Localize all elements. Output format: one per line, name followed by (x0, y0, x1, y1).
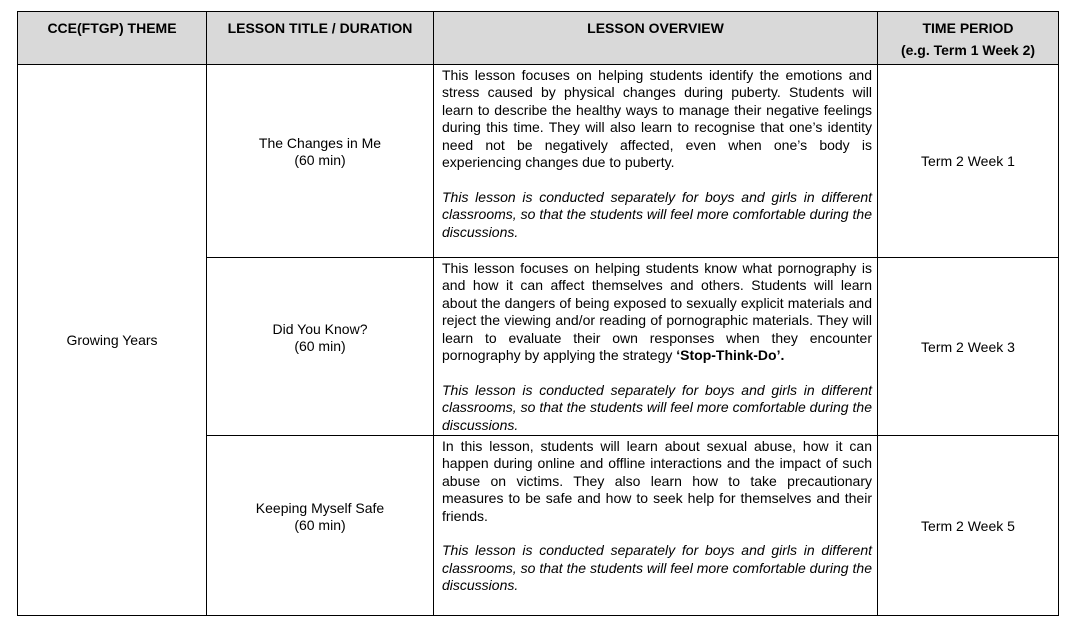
lesson-title: Keeping Myself Safe (255, 499, 385, 516)
lesson-overview-text (442, 438, 872, 525)
lesson-plan-table (17, 11, 1059, 616)
lesson-overview-text (442, 67, 872, 171)
lesson-overview: This lesson focuses on helping students identify the emotions and stress caused by physical changes during puberty. Students will learn to describe the healthy ways to manage their negative feelings during this time. They will also learn to recognise that one’s identity need not be negatively affected, even when one’s body is experiencing changes due to puberty. (442, 67, 872, 171)
header-time-period (878, 12, 1059, 65)
lesson-title-cell (207, 258, 434, 436)
lesson-strategy: ‘Stop-Think-Do’. (676, 347, 785, 364)
theme-label: Growing Years (66, 332, 158, 348)
lesson-title: Did You Know? (272, 320, 368, 337)
lesson-overview-cell (434, 258, 878, 436)
lesson-title-cell (207, 65, 434, 258)
lesson-overview-cell (434, 436, 878, 616)
time-period-cell (878, 258, 1059, 436)
lesson-duration: (60 min) (294, 337, 346, 354)
header-overview-label: LESSON OVERVIEW (587, 20, 724, 36)
lesson-duration: (60 min) (294, 152, 346, 168)
lesson-note: This lesson is conducted separately for boys and girls in different classrooms, so that the students will feel more comfortable during the discussions. (442, 381, 872, 433)
time-period: Term 2 Week 1 (921, 153, 1015, 169)
lesson-note: This lesson is conducted separately for boys and girls in different classrooms, so that the students will feel more comfortable during the discussions. (442, 542, 872, 594)
header-theme-label: CCE(FTGP) THEME (47, 20, 177, 36)
header-lesson-title-label: LESSON TITLE / DURATION (227, 20, 413, 36)
lesson-overview-cell (434, 65, 878, 258)
lesson-overview: This lesson focuses on helping students know what pornography is and how it can affect themselves and others. Students will learn about the dangers of being exposed to sexually explicit materials and reject the viewing and/or reading of pornographic materials. They will learn to evaluate their own responses when they encounter pornography by applying the strategy (442, 260, 872, 364)
table-row (18, 65, 1059, 258)
header-row (18, 12, 1059, 65)
theme-cell (18, 65, 207, 616)
time-period-cell (878, 65, 1059, 258)
lesson-overview: In this lesson, students will learn about sexual abuse, how it can happen during online and offline interactions and the impact of such abuse on victims. They also learn how to take precautionary measures to be safe and how to seek help for themselves and their friends. (442, 438, 872, 524)
header-overview (434, 12, 878, 65)
time-period: Term 2 Week 5 (921, 517, 1015, 534)
lesson-title-cell (207, 436, 434, 616)
header-time-period-label: TIME PERIOD (922, 20, 1014, 36)
lesson-duration: (60 min) (294, 516, 346, 533)
lesson-title: The Changes in Me (258, 135, 382, 151)
lesson-overview-text (442, 260, 872, 364)
header-lesson-title (207, 12, 434, 65)
lesson-note: This lesson is conducted separately for boys and girls in different classrooms, so that the students will feel more comfortable during the discussions. (442, 188, 872, 240)
header-time-period-example: (e.g. Term 1 Week 2) (900, 42, 1036, 58)
time-period: Term 2 Week 3 (921, 338, 1015, 355)
time-period-cell (878, 436, 1059, 616)
header-theme (18, 12, 207, 65)
